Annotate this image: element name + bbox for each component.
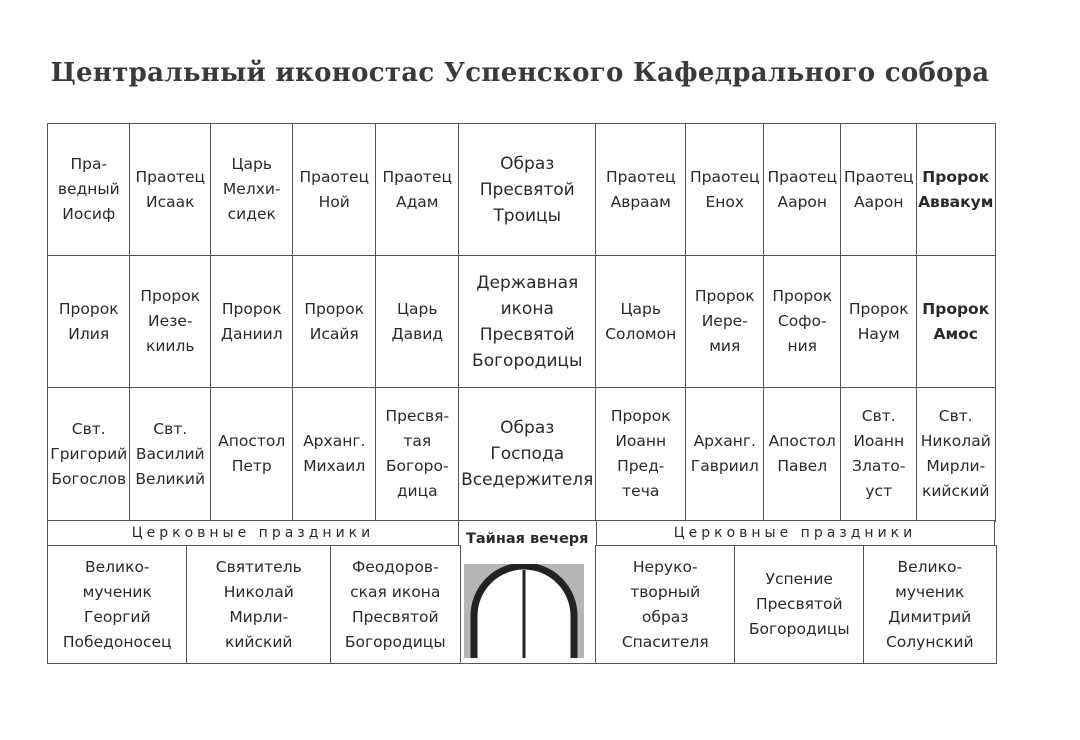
icon-cell-row1-2	[129, 123, 212, 257]
icon-cell-row3-9	[763, 387, 842, 522]
icon-cell-row1-8	[685, 123, 765, 257]
icon-cell-row3-5	[375, 387, 460, 522]
icon-cell-row2-10-label: Пророк Наум	[848, 299, 909, 343]
page-title: Центральный иконостас Успенского Кафедрального собора	[50, 58, 990, 88]
icon-cell-row1-9-label: Праотец Аарон	[767, 167, 838, 211]
icon-cell-row1-3-label: Царь Мелхи- сидек	[222, 155, 281, 224]
icon-cell-row2-7	[595, 255, 687, 389]
icon-cell-row1-6-label: Образ Пресвятой Троицы	[479, 153, 575, 226]
last-supper-label: Тайная вечеря	[466, 531, 589, 547]
feast-cell-right-1-label: Неруко- творный образ Спасителя	[621, 557, 709, 651]
icon-cell-row2-1	[47, 255, 131, 389]
icon-cell-row1-9	[763, 123, 842, 257]
icon-cell-row2-2-label: Пророк Иезе- кииль	[140, 287, 201, 356]
icon-cell-row3-8	[685, 387, 765, 522]
icon-cell-row1-5-label: Праотец Адам	[382, 167, 453, 211]
icon-cell-row3-3-label: Апостол Петр	[218, 432, 286, 476]
icon-cell-row2-6	[458, 255, 597, 389]
feast-cell-left-2-label: Святитель Николай Мирли- кийский	[215, 557, 302, 651]
icon-cell-row3-11	[916, 387, 996, 522]
icon-cell-row2-6-label: Державная икона Пресвятой Богородицы	[472, 272, 583, 371]
feast-cell-right-3	[863, 545, 997, 664]
icon-cell-row1-11-label: Пророк Аввакум	[918, 167, 994, 211]
icon-cell-row1-11	[916, 123, 996, 257]
icon-cell-row3-3	[210, 387, 294, 522]
icon-cell-row3-10-label: Свт. Иоанн Злато- уст	[852, 407, 906, 501]
feasts-header-left: Церковные праздники	[47, 520, 459, 546]
icon-cell-row3-2-label: Свт. Василий Великий	[135, 419, 206, 488]
icon-cell-row2-5	[375, 255, 460, 389]
icon-cell-row3-4	[292, 387, 377, 522]
icon-cell-row1-4-label: Праотец Ной	[299, 167, 370, 211]
icon-cell-row3-7	[595, 387, 687, 522]
icon-cell-row2-11	[916, 255, 996, 389]
icon-cell-row2-4-label: Пророк Исайя	[304, 299, 365, 343]
feast-cell-left-3	[330, 545, 461, 664]
icon-cell-row3-7-label: Пророк Иоанн Пред- теча	[610, 407, 671, 501]
icon-cell-row3-6	[458, 387, 597, 522]
feasts-header-right: Церковные праздники	[595, 520, 995, 546]
icon-cell-row2-4	[292, 255, 377, 389]
feast-cell-right-3-label: Велико- мученик Димитрий Солунский	[885, 557, 974, 651]
icon-cell-row1-10	[840, 123, 918, 257]
feast-cell-right-1	[595, 545, 736, 664]
icon-cell-row1-6	[458, 123, 597, 257]
icon-cell-row3-5-label: Пресвя- тая Богоро- дица	[385, 407, 450, 501]
feast-cell-right-2	[734, 545, 865, 664]
feast-cell-left-1-label: Велико- мученик Георгий Победоносец	[62, 557, 172, 651]
icon-cell-row3-4-label: Арханг. Михаил	[303, 432, 366, 476]
icon-cell-row2-1-label: Пророк Илия	[58, 299, 119, 343]
icon-cell-row1-1	[47, 123, 131, 257]
icon-cell-row1-1-label: Пра- ведный Иосиф	[57, 155, 120, 224]
icon-cell-row1-7	[595, 123, 687, 257]
icon-cell-row2-11-label: Пророк Амос	[922, 299, 990, 343]
icon-cell-row1-7-label: Праотец Авраам	[605, 167, 676, 211]
icon-cell-row1-2-label: Праотец Исаак	[135, 167, 206, 211]
icon-cell-row2-2	[129, 255, 212, 389]
icon-cell-row1-4	[292, 123, 377, 257]
feast-cell-left-2	[186, 545, 332, 664]
icon-cell-row2-8	[685, 255, 765, 389]
icon-cell-row1-10-label: Праотец Аарон	[843, 167, 914, 211]
icon-cell-row3-10	[840, 387, 918, 522]
icon-cell-row1-5	[375, 123, 460, 257]
icon-cell-row3-1-label: Свт. Григорий Богослов	[50, 419, 128, 488]
icon-cell-row2-9-label: Пророк Софо- ния	[772, 287, 833, 356]
icon-cell-row2-5-label: Царь Давид	[391, 299, 444, 343]
icon-cell-row3-9-label: Апостол Павел	[768, 432, 836, 476]
icon-cell-row3-1	[47, 387, 131, 522]
icon-cell-row2-3	[210, 255, 294, 389]
icon-cell-row2-10	[840, 255, 918, 389]
icon-cell-row2-9	[763, 255, 842, 389]
icon-cell-row3-11-label: Свт. Николай Мирли- кийский	[920, 407, 991, 501]
icon-cell-row2-7-label: Царь Соломон	[605, 299, 677, 343]
icon-cell-row3-2	[129, 387, 212, 522]
icon-cell-row1-3	[210, 123, 294, 257]
feast-cell-left-1	[47, 545, 188, 664]
feast-cell-left-3-label: Феодоров- ская икона Пресвятой Богородицы	[344, 557, 446, 651]
feast-cell-right-2-label: Успение Пресвятой Богородицы	[748, 570, 850, 638]
icon-cell-row2-8-label: Пророк Иере- мия	[694, 287, 755, 356]
icon-cell-row2-3-label: Пророк Даниил	[220, 299, 283, 343]
royal-doors-icon	[464, 564, 584, 658]
icon-cell-row3-6-label: Образ Господа Вседержителя	[461, 418, 594, 491]
icon-cell-row3-8-label: Арханг. Гавриил	[690, 432, 759, 476]
icon-cell-row1-8-label: Праотец Енох	[689, 167, 760, 211]
